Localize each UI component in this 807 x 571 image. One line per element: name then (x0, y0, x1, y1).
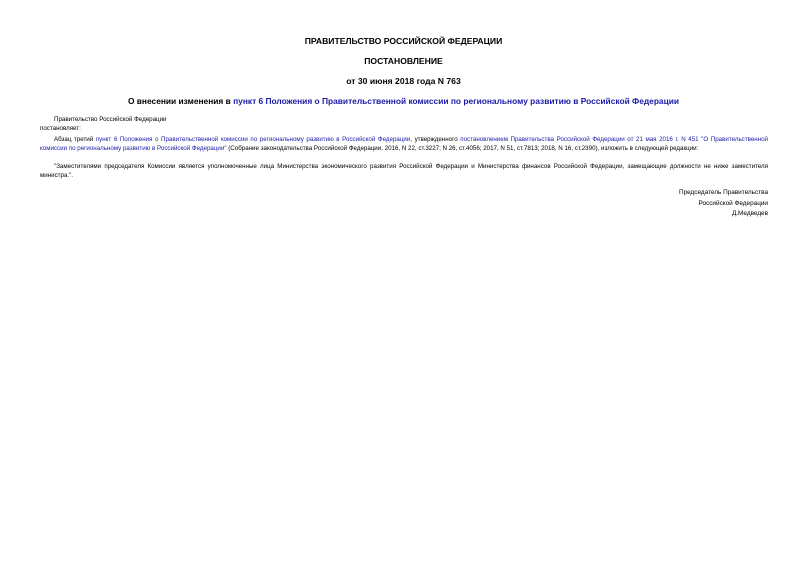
amendment-connector: , утвержденного (410, 136, 461, 143)
issuing-authority: ПРАВИТЕЛЬСТВО РОССИЙСКОЙ ФЕДЕРАЦИИ (304, 36, 503, 46)
document-title (0, 96, 807, 107)
title-link[interactable]: пункт 6 Положения о Правительственной комиссии по региональному развитию в Российской Федерации (233, 96, 680, 106)
paragraph-resolves: постановляет: (40, 125, 81, 132)
amendment-source: (Собрание законодательства Российской Федерации, 2016, N 22, ст.3227; N 26, ст.4056; 2017, N 51, ст.7813; 2018, N 16, ст.2390), изложить в следующей редакции: (226, 144, 699, 152)
signature-name: Д.Медведев (731, 210, 768, 217)
paragraph-new-text: "Заместителями председателя Комиссии является уполномоченные лица Министерства экономического развития Российской Федерации и Министерства финансов Российской Федерации, замещающие должности не ниже заместителя министра.". (40, 163, 768, 179)
amendment-link-resolution[interactable]: постановлением Правительства Российской Федерации от 21 мая 2016 г. N 451 "О Правительственной комиссии по региональному развитию в Российской Федерации" (40, 136, 768, 152)
document-date-number: от 30 июня 2018 года N 763 (346, 76, 461, 86)
signature-position-cont: Российской Федерации (698, 200, 768, 207)
paragraph-amendment (40, 136, 768, 153)
document-type: ПОСТАНОВЛЕНИЕ (364, 56, 443, 66)
title-prefix: О внесении изменения в (127, 96, 234, 106)
amendment-intro: Абзац третий (54, 136, 96, 143)
amendment-link-clause[interactable]: пункт 6 Положения о Правительственной комиссии по региональному развитию в Российской Федерации (95, 136, 411, 143)
signature-position: Председатель Правительства (679, 189, 768, 196)
paragraph-government: Правительство Российской Федерации (54, 116, 167, 123)
